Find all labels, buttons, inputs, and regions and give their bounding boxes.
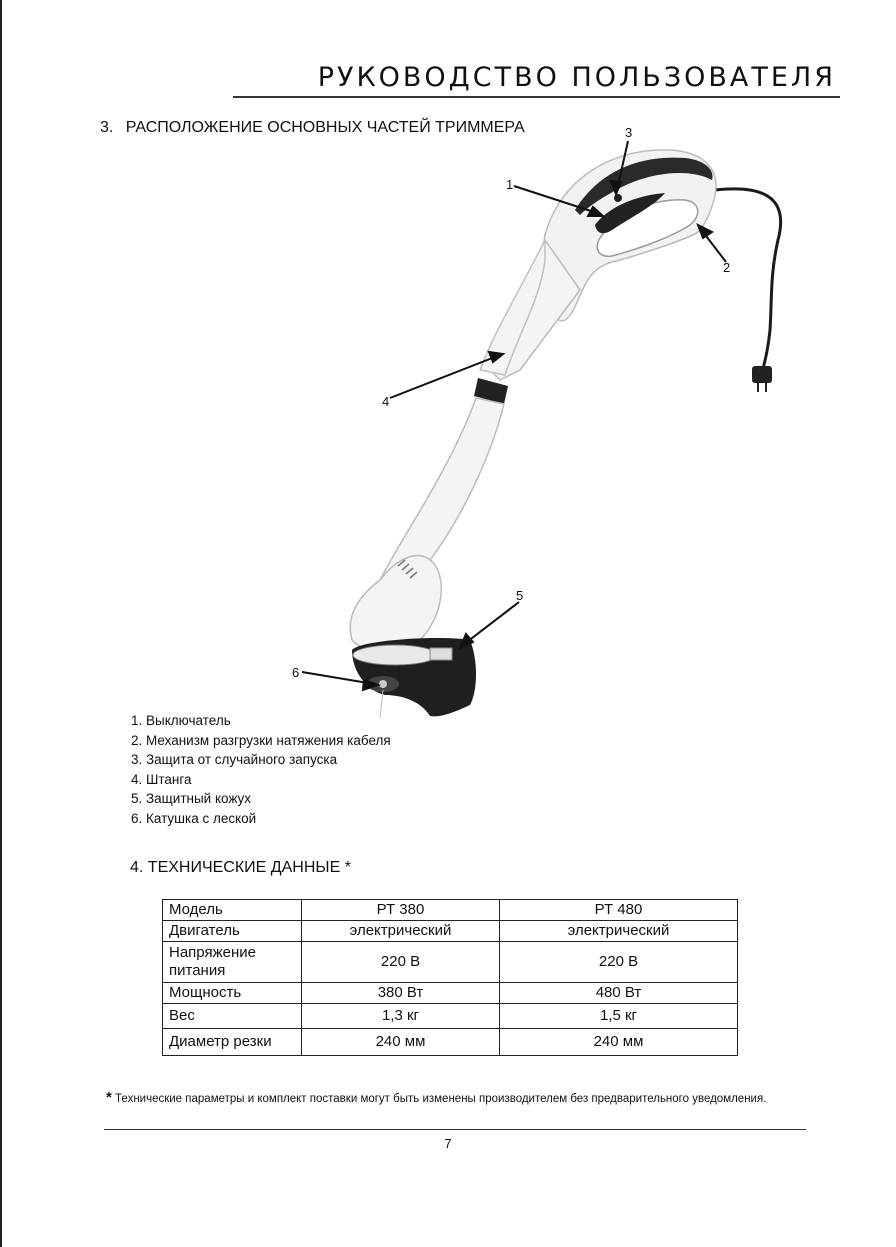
table-cell: 220 В [500,942,738,983]
footnote [106,1088,814,1109]
page-number: 7 [444,1136,452,1151]
callout-5: 5 [516,588,524,603]
table-cell: 1,5 кг [500,1004,738,1029]
callout-4: 4 [382,394,390,409]
table-cell: 480 Вт [500,983,738,1004]
safety-button [614,194,622,202]
callout-3: 3 [625,125,633,140]
trimmer-figure [280,120,820,730]
spec-table [162,899,738,1056]
table-cell: 240 мм [500,1029,738,1056]
table-cell: РТ 480 [500,900,738,921]
list-item: 3. Защита от случайного запуска [131,752,338,767]
table-cell: 240 мм [302,1029,500,1056]
callout-1: 1 [506,177,514,192]
parts-list [131,711,391,828]
table-row [163,942,738,983]
table-cell: 380 Вт [302,983,500,1004]
table-cell: электрический [302,921,500,942]
document-title: РУКОВОДСТВО ПОЛЬЗОВАТЕЛЯ [317,62,836,93]
callout-6: 6 [292,665,300,680]
section-3-title: РАСПОЛОЖЕНИЕ ОСНОВНЫХ ЧАСТЕЙ ТРИММЕРА [125,119,525,136]
callout-2: 2 [723,260,731,275]
plug-icon [752,366,772,383]
table-cell: 1,3 кг [302,1004,500,1029]
list-item: 6. Катушка с леской [131,810,257,826]
table-row [163,1029,738,1056]
footer-rule [104,1129,806,1130]
power-cord [715,189,781,372]
header-rule [233,96,840,98]
table-cell: Модель [163,900,302,921]
list-item: 2. Механизм разгрузки натяжения кабеля [131,732,391,748]
table-cell: 220 В [302,942,500,983]
list-item: 1. Выключатель [131,713,231,728]
table-cell: Вес [163,1004,302,1029]
table-row [163,921,738,942]
table-cell: РТ 380 [302,900,500,921]
table-cell: электрический [500,921,738,942]
footnote-text: Технические параметры и комплект поставки могут быть изменены производителем без предварительного уведомления. [115,1093,767,1105]
shaft [380,398,504,582]
motor-housing [350,556,441,652]
table-row [163,983,738,1004]
left-margin-rule [0,0,2,1247]
table-row [163,1004,738,1029]
footnote-mark: * [106,1089,112,1106]
section-4-heading: 4. ТЕХНИЧЕСКИЕ ДАННЫЕ * [130,859,351,876]
table-cell: Двигатель [163,921,302,942]
table-cell: Диаметр резки [163,1029,302,1056]
section-3-number: 3. [100,119,114,136]
list-item: 4. Штанга [131,771,192,787]
table-cell: Мощность [163,983,302,1004]
table-cell: Напряжение питания [163,942,302,983]
table-row [163,900,738,921]
list-item: 5. Защитный кожух [131,791,252,806]
